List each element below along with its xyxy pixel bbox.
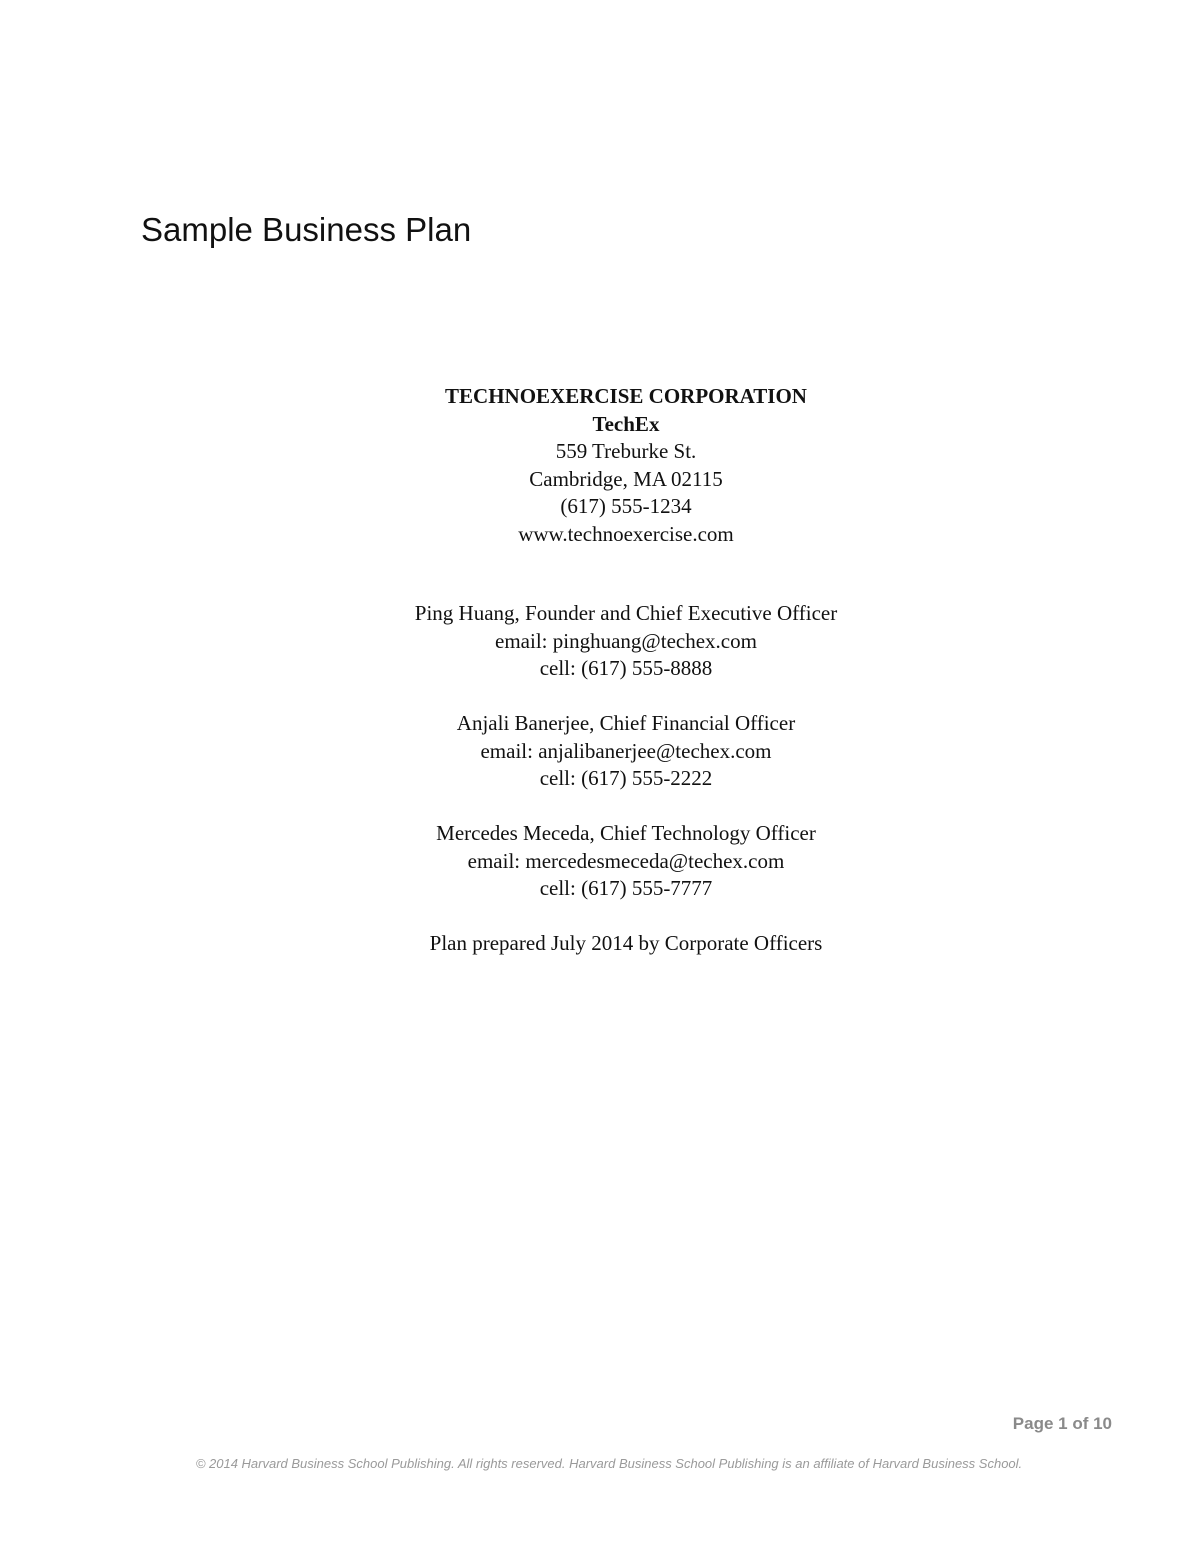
company-city: Cambridge, MA 02115 — [529, 466, 723, 491]
page-number: Page 1 of 10 — [1012, 1414, 1112, 1433]
officer-name-role: Mercedes Meceda, Chief Technology Officer — [436, 821, 816, 845]
prepared-note: Plan prepared July 2014 by Corporate Officers — [429, 931, 823, 955]
officer-cell: cell: (617) 555-8888 — [539, 656, 713, 680]
officer-entry-cto — [0, 820, 1200, 903]
company-website: www.technoexercise.com — [518, 521, 734, 546]
officer-email: email: anjalibanerjee@techex.com — [480, 738, 772, 763]
company-name: TECHNOEXERCISE CORPORATION — [445, 384, 807, 408]
company-info-block — [0, 383, 1200, 548]
officers-block — [0, 600, 1200, 958]
copyright-notice: © 2014 Harvard Business School Publishing. All rights reserved. Harvard Business School Publishing is an affiliate of Harvard Business School. — [195, 1456, 1023, 1471]
officer-cell: cell: (617) 555-7777 — [539, 876, 713, 900]
officer-name-role: Anjali Banerjee, Chief Financial Officer — [456, 711, 796, 735]
company-short-name: TechEx — [592, 411, 660, 436]
officer-email: email: pinghuang@techex.com — [495, 628, 757, 653]
company-phone: (617) 555-1234 — [560, 494, 692, 518]
officer-email: email: mercedesmeceda@techex.com — [467, 848, 785, 873]
company-street: 559 Treburke St. — [555, 439, 697, 463]
officer-entry-ceo — [0, 600, 1200, 683]
document-title: Sample Business Plan — [141, 211, 472, 248]
officer-cell: cell: (617) 555-2222 — [539, 766, 713, 790]
officer-entry-cfo — [0, 710, 1200, 793]
officer-name-role: Ping Huang, Founder and Chief Executive Officer — [414, 601, 838, 625]
